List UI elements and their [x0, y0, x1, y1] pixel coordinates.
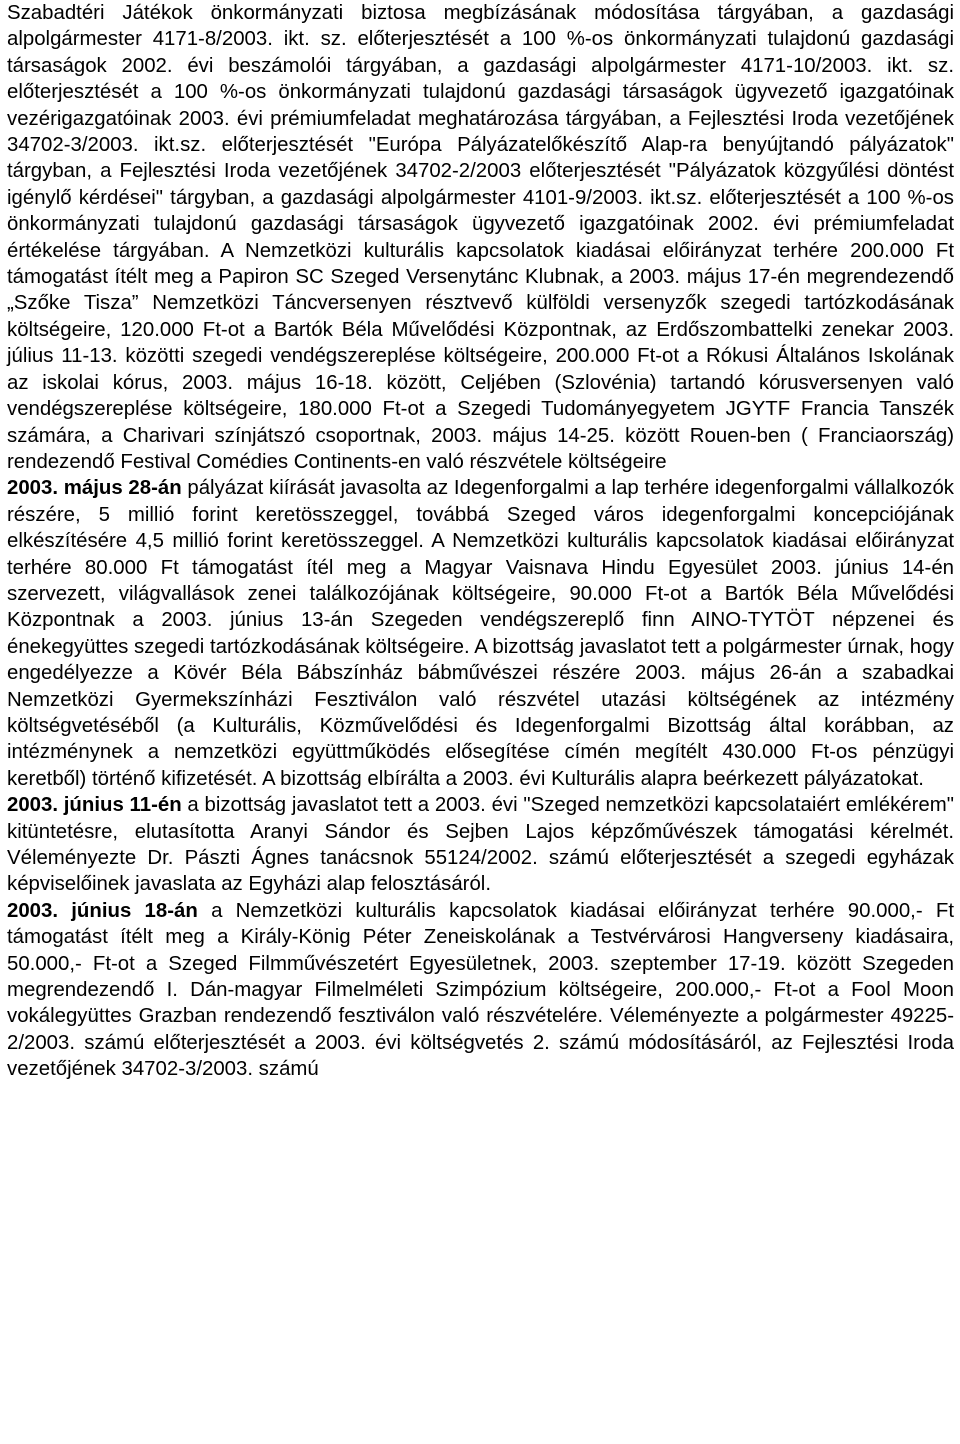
paragraph-block-1 [7, 0, 954, 475]
paragraph-text: a Nemzetközi kulturális kapcsolatok kiadásai előirányzat terhére 90.000,- Ft támogatást ítélt meg a Király-König Péter Zeneiskolának a Testvérvárosi Hangverseny kiadásaira, 50.000,- Ft-ot a Szeged Filmművészetért Egyesületnek, 2003. szeptember 17-19. között Szegeden megrendezendő I. Dán-magyar Filmelméleti Szimpózium költségeire, 200.000,- Ft-ot a Fool Moon vokálegyüttes Grazban rendezendő fesztiválon való részvételére. Véleményezte a polgármester 49225-2/2003. számú előterjesztését a 2003. évi költségvetés 2. számú módosításáról, az Fejlesztési Iroda vezetőjének 34702-3/2003. számú [7, 899, 954, 1081]
date-lead: 2003. június 11-én [7, 794, 182, 817]
paragraph-text: a bizottság javaslatot tett a 2003. évi "Szeged nemzetközi kapcsolataiért emlékérem" kitüntetésre, elutasította Aranyi Sándor és Sejben Lajos képzőművészek támogatási kérelmét. Véleményezte Dr. Pászti Ágnes tanácsnok 55124/2002. számú előterjesztését a szegedi egyházak képviselőinek javaslata az Egyházi alap felosztásáról. [7, 794, 954, 896]
paragraph-block-3 [7, 792, 954, 898]
paragraph-block-4 [7, 898, 954, 1083]
paragraph-text: Szabadtéri Játékok önkormányzati biztosa megbízásának módosítása tárgyában, a gazdasági alpolgármester 4171-8/2003. ikt. sz. előterjesztését a 100 %-os önkormányzati tulajdonú gazdasági társaságok 2002. évi beszámolói tárgyában, a gazdasági alpolgármester 4171-10/2003. ikt. sz. előterjesztését a 100 %-os önkormányzati tulajdonú gazdasági társaságok ügyvezető igazgatóinak vezérigazgatóinak 2003. évi prémiumfeladat meghatározása tárgyában, a Fejlesztési Iroda vezetőjének 34702-3/2003. ikt.sz. előterjesztését "Európa Pályázatelőkészítő Alap-ra benyújtandó pályázatok" tárgyban, a Fejlesztési Iroda vezetőjének 34702-2/2003 előterjesztését "Pályázatok közgyűlési döntést igénylő kérdései" tárgyban, a gazdasági alpolgármester 4101-9/2003. ikt.sz. előterjesztését a 100 %-os önkormányzati tulajdonú gazdasági társaságok ügyvezető igazgatóinak 2002. évi prémiumfeladat értékelése tárgyában. A Nemzetközi kulturális kapcsolatok kiadásai előirányzat terhére 200.000 Ft támogatást ítélt meg a Papiron SC Szeged Versenytánc Klubnak, a 2003. május 17-én megrendezendő „Szőke Tisza” Nemzetközi Táncversenyen résztvevő külföldi versenyzők szegedi tartózkodásának költségeire, 120.000 Ft-ot a Bartók Béla Művelődési Központnak, az Erdőszombattelki zenekar 2003. július 11-13. közötti szegedi vendégszereplése költségeire, 200.000 Ft-ot a Rókusi Általános Iskolának az iskolai kórus, 2003. május 16-18. között, Celjében (Szlovénia) tartandó kórusversenyen való vendégszereplése költségeire, 180.000 Ft-ot a Szegedi Tudományegyetem JGYTF Francia Tanszék számára, a Charivari színjátszó csoportnak, 2003. május 14-25. között Rouen-ben ( Franciaország) rendezendő Festival Comédies Continents-en való részvétele költségeire [7, 2, 954, 473]
paragraph-text: pályázat kiírását javasolta az Idegenforgalmi a lap terhére idegenforgalmi vállalkozók részére, 5 millió forint keretösszeggel, továbbá Szeged város idegenforgalmi koncepciójának elkészítésére 4,5 millió forint keretösszeggel. A Nemzetközi kulturális kapcsolatok kiadásai előirányzat terhére 80.000 Ft támogatást ítél meg a Magyar Vaisnava Hindu Egyesület 2003. június 14-én szervezett, világvallások zenei találkozójának költségeire, 90.000 Ft-ot a Bartók Béla Művelődési Központnak a 2003. június 13-án Szegeden vendégszereplő finn AINO-TYTÖT népzenei és énekegyüttes szegedi tartózkodásának költségeire. A bizottság javaslatot tett a polgármester úrnak, hogy engedélyezze a Kövér Béla Bábszínház bábművészei részére 2003. május 26-án a szabadkai Nemzetközi Gyermekszínházi Fesztiválon való részvétel utazási költségének az intézmény költségvetéséből (a Kulturális, Közművelődési és Idegenforgalmi Bizottság által korábban, az intézménynek a nemzetközi együttműködés elősegítése címén megítélt 430.000 Ft-os pénzügyi keretből) történő kifizetését. A bizottság elbírálta a 2003. évi Kulturális alapra beérkezett pályázatokat. [7, 477, 954, 790]
date-lead: 2003. május 28-án [7, 477, 182, 500]
paragraph-block-2 [7, 475, 954, 792]
date-lead: 2003. június 18-án [7, 899, 198, 922]
